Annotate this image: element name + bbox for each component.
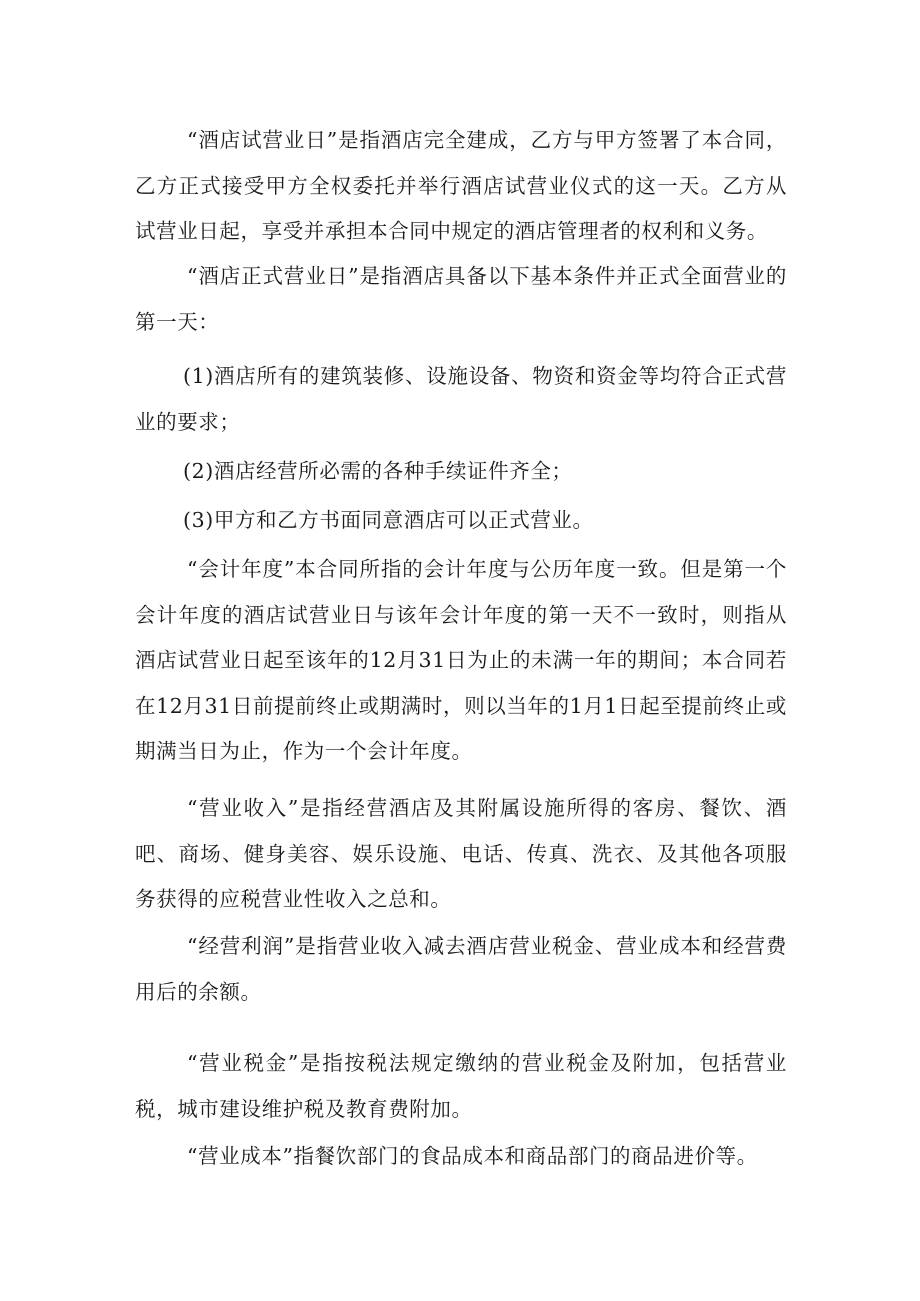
paragraph-operating-revenue: “营业收入”是指经营酒店及其附属设施所得的客房、餐饮、酒吧、商场、健身美容、娱乐设施、电话、传真、洗衣、及其他各项服务获得的应税营业性收入之总和。 bbox=[135, 796, 787, 911]
paragraph-trial-opening-day: “酒店试营业日”是指酒店完全建成，乙方与甲方签署了本合同，乙方正式接受甲方全权委托并举行酒店试营业仪式的这一天。乙方从试营业日起，享受并承担本合同中规定的酒店管理者的权利和义务。 bbox=[135, 128, 787, 243]
paragraph-operating-cost: “营业成本”指餐饮部门的食品成本和商品部门的商品进价等。 bbox=[187, 1144, 758, 1168]
paragraph-fiscal-year: “会计年度”本合同所指的会计年度与公历年度一致。但是第一个会计年度的酒店试营业日与该年会计年度的第一天不一致时，则指从酒店试营业日起至该年的12月31日为止的未满一年的期间；本合同若在12月31日前提前终止或期满时，则以当年的1月1日起至提前终止或期满当日为止，作为一个会计年度。 bbox=[135, 557, 787, 763]
paragraph-business-tax: “营业税金”是指按税法规定缴纳的营业税金及附加，包括营业税，城市建设维护税及教育费附加。 bbox=[135, 1051, 787, 1121]
list-item-2: (2)酒店经营所必需的各种手续证件齐全； bbox=[183, 459, 573, 483]
list-item-3: (3)甲方和乙方书面同意酒店可以正式营业。 bbox=[183, 508, 594, 532]
list-item-1: (1)酒店所有的建筑装修、设施设备、物资和资金等均符合正式营业的要求； bbox=[135, 364, 787, 434]
paragraph-official-opening-day: “酒店正式营业日”是指酒店具备以下基本条件并正式全面营业的第一天： bbox=[135, 264, 787, 334]
paragraph-operating-profit: “经营利润”是指营业收入减去酒店营业税金、营业成本和经营费用后的余额。 bbox=[135, 934, 787, 1004]
